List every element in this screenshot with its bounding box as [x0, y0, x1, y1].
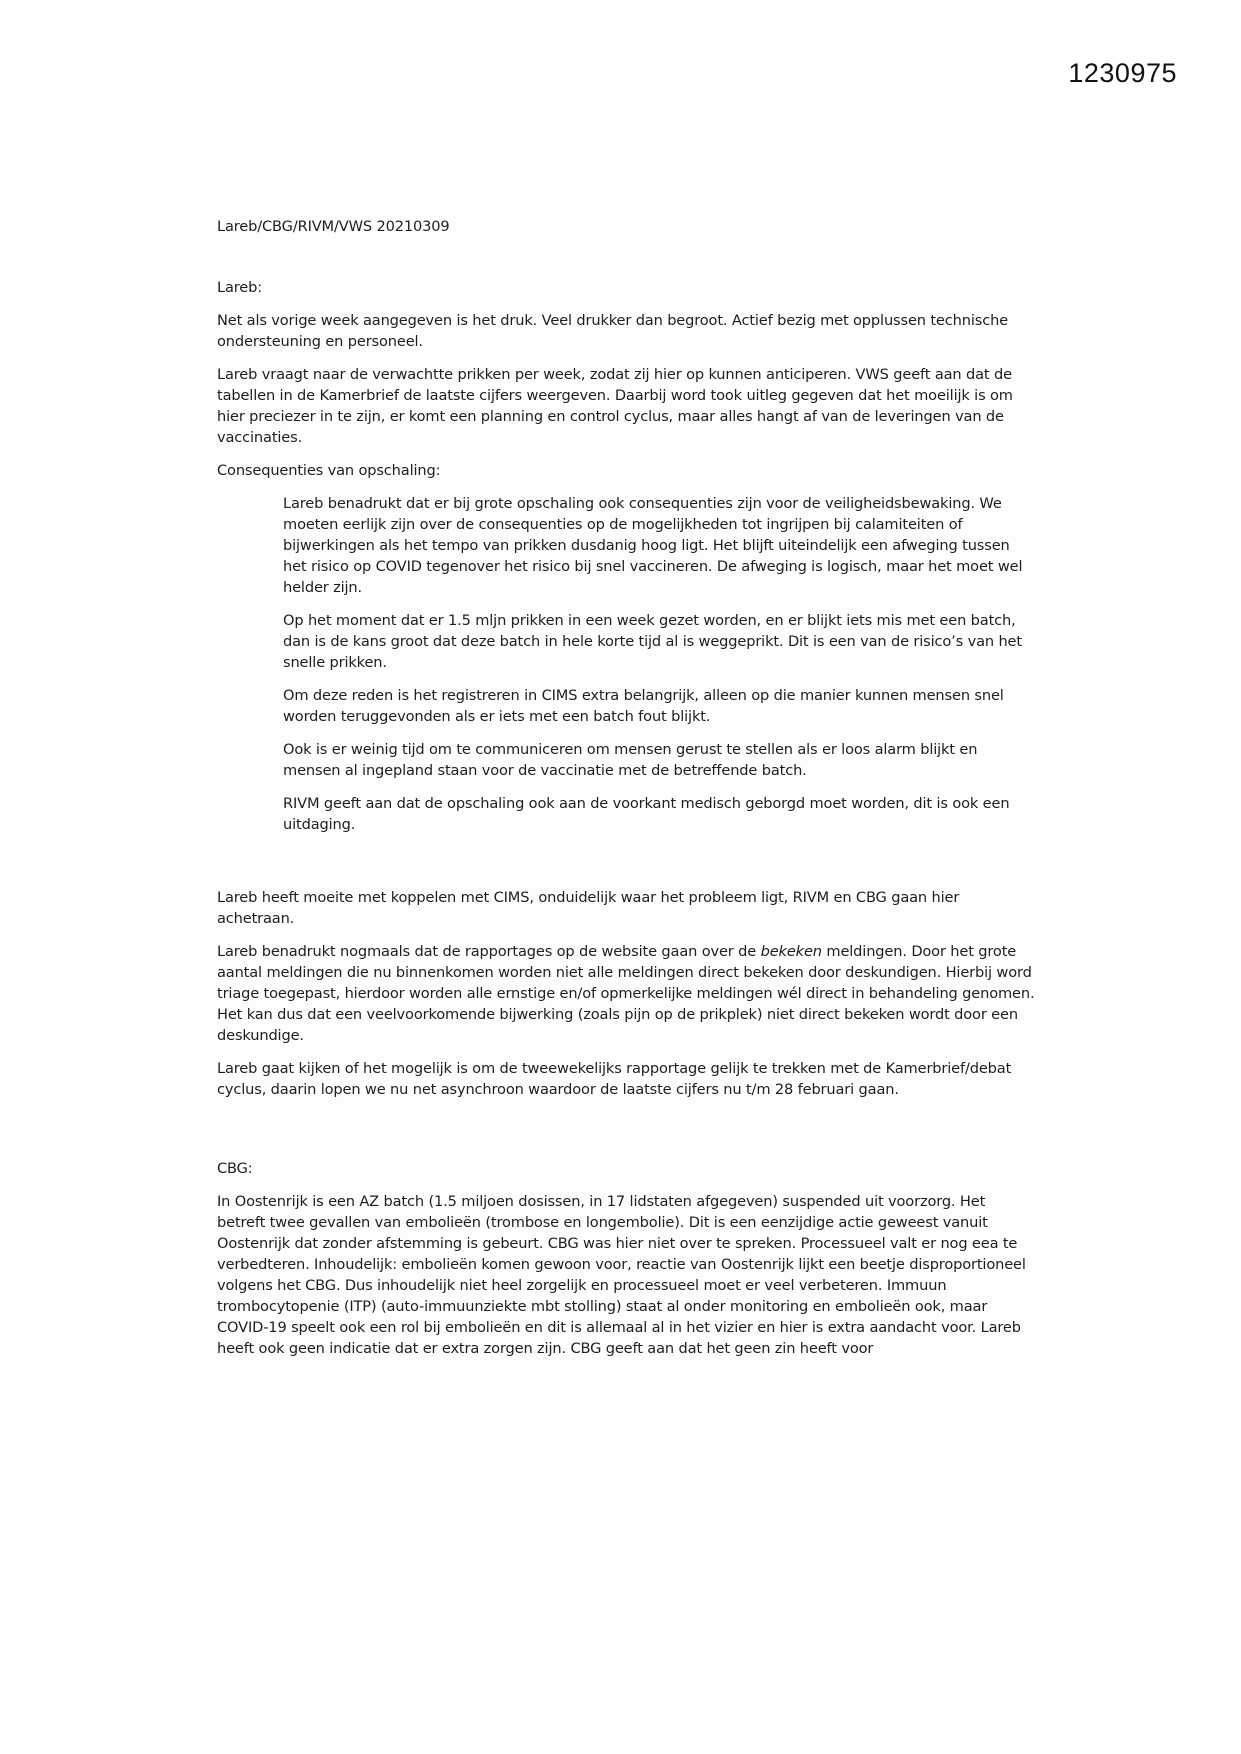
spacer: [217, 847, 1037, 887]
emphasis-text: bekeken: [760, 943, 822, 960]
subheading-consequenties: Consequenties van opschaling:: [217, 462, 441, 479]
indented-paragraph: Ook is er weinig tijd om te communiceren om mensen gerust te stellen als er loos alarm blijkt en mensen al ingepland staan voor de vaccinatie met de betreffende batch.: [283, 741, 978, 779]
indented-paragraph: RIVM geeft aan dat de opschaling ook aan de voorkant medisch geborgd moet worden, dit is ook een uitdaging.: [283, 795, 1010, 833]
paragraph: Lareb gaat kijken of het mogelijk is om de tweewekelijks rapportage gelijk te trekken met de Kamerbrief/debat cyclus, daarin lopen we nu net asynchroon waardoor de laatste cijfers nu t/m 28 februari gaan.: [217, 1060, 1012, 1098]
paragraph: Lareb heeft moeite met koppelen met CIMS, onduidelijk waar het probleem ligt, RIVM en CBG gaan hier achetraan.: [217, 889, 960, 927]
paragraph: In Oostenrijk is een AZ batch (1.5 miljoen dosissen, in 17 lidstaten afgegeven) suspended uit voorzorg. Het betreft twee gevallen van embolieën (trombose en longembolie). Dit is een eenzijdige actie geweest vanuit Oostenrijk dat zonder afstemming is gebeurt. CBG was hier niet over te spreken. Processueel valt er nog eea te verbedteren. Inhoudelijk: embolieën komen gewoon voor, reactie van Oostenrijk lijkt een beetje disproportioneel volgens het CBG. Dus inhoudelijk niet heel zorgelijk en processueel moet er veel verbeteren. Immuun trombocytopenie (ITP) (auto-immuunziekte mbt stolling) staat al onder monitoring en embolieën ook, maar COVID-19 speelt ook een rol bij embolieën en dit is allemaal al in het vizier en hier is extra aandacht voor. Lareb heeft ook geen indicatie dat er extra zorgen zijn. CBG geeft aan dat het geen zin heeft voor: [217, 1193, 1026, 1357]
document-number: 1230975: [1068, 58, 1177, 88]
section-heading-cbg: CBG:: [217, 1160, 253, 1177]
text: meldingen. Door het grote aantal meldingen die nu binnenkomen worden niet alle meldingen direct bekeken door deskundigen. Hierbij word triage toegepast, hierdoor worden alle ernstige en/of opmerkelijke meldingen wél direct in behandeling genomen. Het kan dus dat een veelvoorkomende bijwerking (zoals pijn op de prikplek) niet direct bekeken wordt door een deskundige.: [217, 943, 1035, 1044]
document-body: [217, 216, 1037, 1371]
paragraph: Net als vorige week aangegeven is het druk. Veel drukker dan begroot. Actief bezig met opplussen technische ondersteuning en personeel.: [217, 312, 1008, 350]
paragraph: Lareb vraagt naar de verwachtte prikken per week, zodat zij hier op kunnen anticiperen. VWS geeft aan dat de tabellen in de Kamerbrief de laatste cijfers weergeven. Daarbij word took uitleg gegeven dat het moeilijk is om hier preciezer in te zijn, er komt een planning en control cyclus, maar alles hangt af van de leveringen van de vaccinaties.: [217, 366, 1013, 446]
indented-paragraph: Om deze reden is het registreren in CIMS extra belangrijk, alleen op die manier kunnen mensen snel worden teruggevonden als er iets met een batch fout blijkt.: [283, 687, 1004, 725]
paragraph-with-emphasis: [217, 941, 1037, 1046]
indented-paragraph: Op het moment dat er 1.5 mljn prikken in een week gezet worden, en er blijkt iets mis met een batch, dan is de kans groot dat deze batch in hele korte tijd al is weggeprikt. Dit is een van de risico’s van het snelle prikken.: [283, 612, 1022, 671]
indented-paragraph: Lareb benadrukt dat er bij grote opschaling ook consequenties zijn voor de veiligheidsbewaking. We moeten eerlijk zijn over de consequenties op de mogelijkheden tot ingrijpen bij calamiteiten of bijwerkingen als het tempo van prikken dusdanig hoog ligt. Het blijft uiteindelijk een afweging tussen het risico op COVID tegenover het risico bij snel vaccineren. De afweging is logisch, maar het moet wel helder zijn.: [283, 495, 1023, 596]
text: Lareb benadrukt nogmaals dat de rapportages op de website gaan over de: [217, 943, 761, 960]
section-heading-lareb: Lareb:: [217, 279, 263, 296]
document-title: Lareb/CBG/RIVM/VWS 20210309: [217, 218, 450, 235]
spacer: [217, 1112, 1037, 1158]
spacer: [217, 237, 1037, 277]
